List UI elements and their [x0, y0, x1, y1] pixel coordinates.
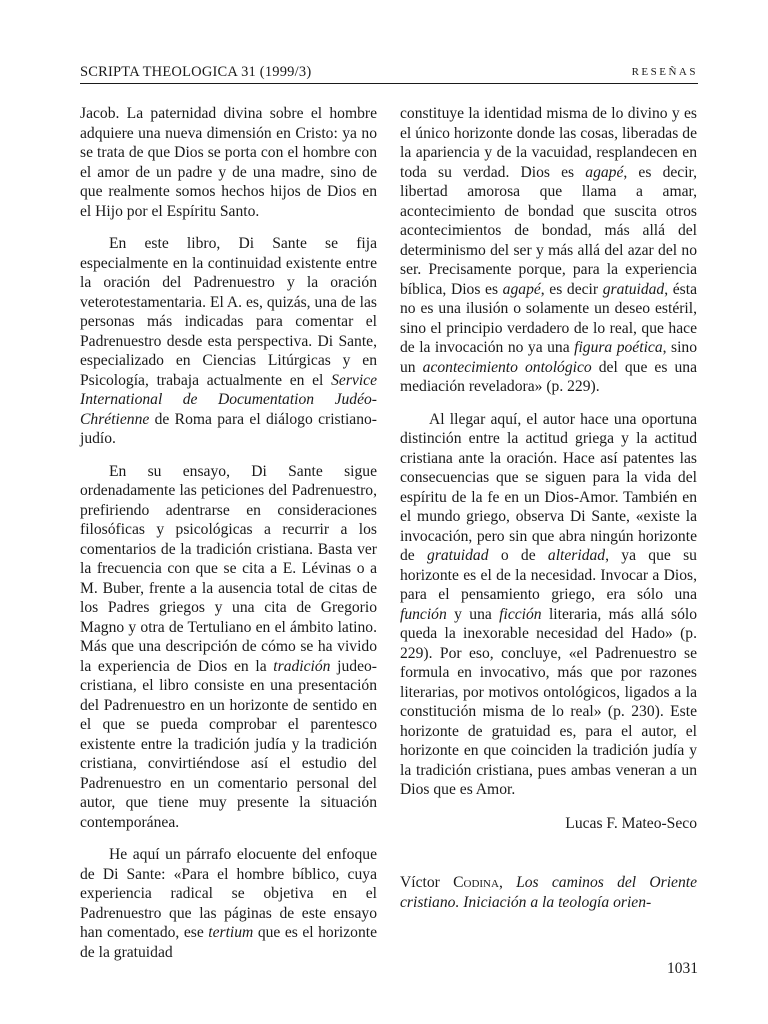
header-rule [80, 83, 698, 84]
paragraph-text: de Roma para el diálogo cristiano-judío. [80, 410, 377, 447]
italic-title: Service International de Documentation Judéo-Chrétienne [80, 371, 377, 428]
paragraph-text: judeo-cristiana, el libro consiste en una presentación del Padrenuestro en un horizonte de sentido en el que se pueda comprobar el parentesco existente entre la tradición judía y la tradición cristiana, convirtiéndose así el estudio del Padrenuestro en un comentario personal del autor, que tiene muy presente la situación contemporánea. [80, 657, 377, 831]
paragraph-text: Jacob. La paternidad divina sobre el hombre adquiere una nueva dimensión en Cristo: ya no se trata de que Dios se porta con el hombre con el amor de un padre y de una madre, sino de que realmente somos hechos hijos de Dios en el Hijo por el Espíritu Santo. [80, 105, 377, 220]
paragraph-text: literaria, más allá sólo queda la inexorable necesidad del Hado» (p. 229). Por eso, concluye, «el Padrenuestro se formula en invocativo, más que por razones literarias, por motivos ontológicos, ligados a la constitución misma de lo real» (p. 230). Este horizonte de gratuidad es, para el autor, el horizonte en que coinciden la tradición judía y la tradición cristiana, pues ambas veneran a un Dios que es Amor. [400, 605, 697, 798]
paragraph-text: que es el horizonte de la gratuidad [80, 924, 377, 961]
paragraph [400, 104, 697, 397]
paragraph-text: del que es una mediación reveladora» (p. 229). [400, 358, 697, 395]
italic-term: alteridad [547, 547, 606, 564]
paragraph [80, 845, 377, 962]
italic-term: ficción [499, 605, 542, 623]
right-column [400, 104, 697, 912]
paragraph-text: En este libro, Di Sante se fija especialmente en la continuidad existente entre la oración del Padrenuestro y la oración veterotestamentaria. El A. es, quizás, una de las personas más indicadas para comentar el Padrenuestro desde esta perspectiva. Di Sante, especializado en Ciencias Litúrgicas y en Psicología, trabaja actualmente en el [80, 235, 377, 389]
italic-term: acontecimiento ontológico [422, 358, 592, 376]
italic-term: función [400, 605, 447, 623]
author-first-name: Víctor [400, 874, 440, 891]
section-label: RESEÑAS [631, 66, 698, 78]
italic-term: gratuidad [427, 547, 489, 564]
italic-term: agapé [585, 163, 624, 181]
italic-term: tradición [273, 657, 331, 675]
paragraph-text: , ya que su horizonte es el de la necesidad. Invocar a Dios, para el pensamiento griego, era sólo una [400, 547, 697, 603]
journal-title: SCRIPTA THEOLOGICA 31 (1999/3) [80, 64, 312, 80]
italic-term: tertium [208, 924, 254, 941]
paragraph [80, 104, 377, 221]
paragraph-text: Al llegar aquí, el autor hace una oportuna distinción entre la actitud griega y la actitud cristiana ante la oración. Hace así patentes las consecuencias que se siguen para la vida del espíritu de la fe en un Dios-Amor. También en el mundo griego, observa Di Sante, «existe la invocación, pero sin que abra ningún horizonte de [400, 410, 697, 564]
review-signature: Lucas F. Mateo-Seco [565, 814, 697, 832]
italic-term: figura poética [574, 339, 663, 356]
paragraph-text: , es decir, libertad amorosa que llama a amar, acontecimiento de bondad que suscita otros acontecimientos de bondad, más allá del determinismo del ser y más allá del azar del no ser. Precisamente porque, para la experiencia bíblica, Dios es [400, 163, 698, 298]
left-column [80, 104, 377, 962]
paragraph-text: y una [446, 605, 500, 623]
paragraph [80, 234, 377, 449]
author-last-name: Codina [453, 874, 499, 891]
next-review-heading [400, 873, 697, 912]
italic-term: gratuidad [602, 280, 665, 298]
paragraph [400, 410, 697, 800]
paragraph-text: He aquí un párrafo elocuente del enfoque de Di Sante: «Para el hombre bíblico, cuya experiencia radical se objetiva en el Padrenuestro que las páginas de este ensayo han comentado, ese [80, 846, 377, 941]
paragraph-text: constituye la identidad misma de lo divino y es el único horizonte donde las cosas, liberadas de la apariencia y de la vacuidad, resplandecen en toda su verdad. Dios es [400, 105, 697, 181]
paragraph-text: o de [488, 547, 548, 564]
book-title: Los caminos del Oriente cristiano. Iniciación a la teología orien- [400, 874, 697, 911]
paragraph-text: En su ensayo, Di Sante sigue ordenadamente las peticiones del Padrenuestro, prefiriendo adentrarse en consideraciones filosóficas y psicológicas a recurrir a los comentarios de la tradición cristiana. Basta ver la frecuencia con que se cita a E. Lévinas o a M. Buber, frente a la ausencia total de citas de los Padres griegos y una cita de Gregorio Magno y otra de Tertuliano en el ámbito latino. Más que una descripción de cómo se ha vivido la experiencia de Dios en la [80, 462, 377, 675]
running-header [80, 64, 698, 84]
paragraph-text: , sino un [400, 339, 698, 376]
paragraph-text: , es decir [540, 280, 603, 298]
italic-term: agapé [502, 280, 541, 298]
page-number: 1031 [667, 960, 698, 977]
paragraph [80, 462, 377, 833]
separator: , [498, 874, 517, 891]
paragraph-text: , ésta no es una ilusión o solamente un deseo estéril, sino el principio verdadero de lo real, que hace de la invocación no ya una [400, 280, 698, 356]
